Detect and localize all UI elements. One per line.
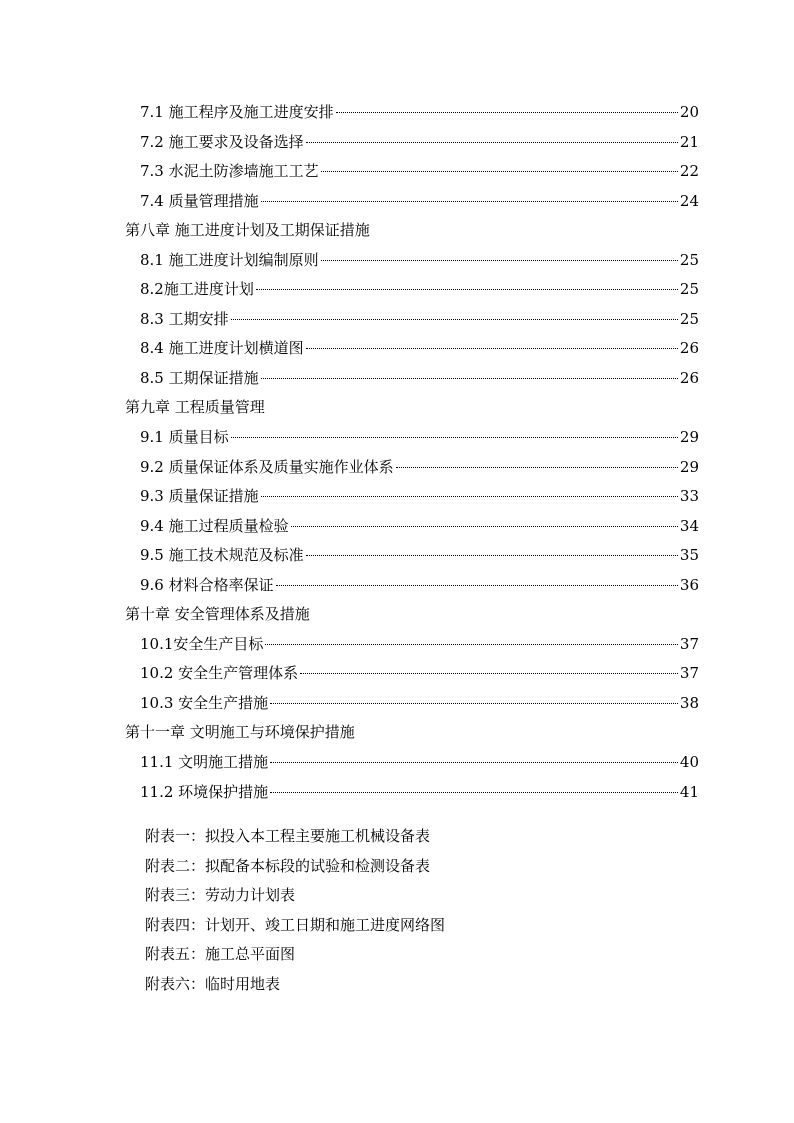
toc-entry-label: 8.2施工进度计划 — [140, 280, 254, 299]
toc-entry-label: 9.1 质量目标 — [140, 428, 229, 447]
toc-entry-row — [0, 98, 794, 128]
toc-page-number: 36 — [679, 575, 699, 594]
toc-entry-label: 10.2 安全生产管理体系 — [140, 664, 299, 683]
toc-entry-row — [0, 157, 794, 187]
toc-page-number: 37 — [679, 634, 699, 653]
toc-dot-leader — [321, 259, 678, 261]
toc-chapter-row — [0, 216, 794, 246]
toc-dot-leader — [321, 170, 678, 172]
toc-dot-leader — [261, 377, 678, 379]
toc-entry-label: 8.3 工期安排 — [140, 309, 229, 328]
toc-page-number: 22 — [679, 162, 699, 181]
toc-dot-leader — [306, 554, 678, 556]
toc-entry[interactable] — [140, 571, 699, 601]
toc-entry[interactable] — [140, 689, 699, 719]
toc-entry[interactable] — [140, 659, 699, 689]
toc-page-number: 29 — [679, 428, 699, 447]
toc-page-number: 29 — [679, 457, 699, 476]
toc-dot-leader — [336, 111, 678, 113]
toc-entry-label: 7.2 施工要求及设备选择 — [140, 132, 304, 151]
toc-entry-label: 9.2 质量保证体系及质量实施作业体系 — [140, 457, 394, 476]
toc-entry-label: 8.4 施工进度计划横道图 — [140, 339, 304, 358]
toc-entry[interactable] — [140, 541, 699, 571]
toc-dot-leader — [270, 761, 678, 763]
table-of-contents — [0, 98, 794, 807]
appendix-item: 附表三：劳动力计划表 — [145, 886, 296, 905]
toc-chapter-title[interactable]: 第九章 工程质量管理 — [125, 398, 265, 417]
toc-entry-row — [0, 778, 794, 808]
toc-entry-row — [0, 571, 794, 601]
toc-dot-leader — [231, 436, 678, 438]
toc-entry-label: 7.1 施工程序及施工进度安排 — [140, 103, 334, 121]
toc-dot-leader — [270, 791, 678, 793]
toc-entry-label: 8.5 工期保证措施 — [140, 368, 259, 387]
toc-entry-row — [0, 275, 794, 305]
toc-entry-label: 10.3 安全生产措施 — [140, 693, 269, 712]
appendix-item: 附表六：临时用地表 — [145, 974, 281, 993]
toc-entry[interactable] — [140, 275, 699, 305]
toc-entry-label: 10.1安全生产目标 — [140, 634, 264, 653]
toc-chapter-row — [0, 393, 794, 423]
toc-entry-label: 11.2 环境保护措施 — [140, 782, 269, 801]
toc-dot-leader — [265, 643, 678, 645]
toc-dot-leader — [300, 672, 678, 674]
toc-page-number: 26 — [679, 339, 699, 358]
toc-entry-label: 11.1 文明施工措施 — [140, 753, 269, 772]
toc-entry[interactable] — [140, 423, 699, 453]
toc-dot-leader — [291, 525, 678, 527]
toc-dot-leader — [261, 495, 678, 497]
toc-entry[interactable] — [140, 778, 699, 808]
toc-entry-row — [0, 541, 794, 571]
appendix-item: 附表四：计划开、竣工日期和施工进度网络图 — [145, 915, 446, 934]
toc-entry-row — [0, 659, 794, 689]
toc-dot-leader — [276, 584, 678, 586]
appendix-item: 附表五：施工总平面图 — [145, 945, 296, 964]
toc-entry-row — [0, 423, 794, 453]
toc-entry[interactable] — [140, 246, 699, 276]
toc-entry[interactable] — [140, 334, 699, 364]
appendix-list — [145, 822, 445, 1000]
toc-dot-leader — [261, 200, 678, 202]
toc-page-number: 25 — [679, 250, 699, 269]
toc-entry-label: 7.3 水泥土防渗墙施工工艺 — [140, 162, 319, 181]
toc-page-number: 34 — [679, 516, 699, 535]
toc-entry-row — [0, 187, 794, 217]
toc-dot-leader — [306, 141, 678, 143]
appendix-item: 附表一：拟投入本工程主要施工机械设备表 — [145, 827, 431, 845]
toc-entry[interactable] — [140, 187, 699, 217]
toc-page-number: 35 — [679, 546, 699, 565]
toc-entry[interactable] — [140, 748, 699, 778]
toc-entry-row — [0, 630, 794, 660]
toc-entry-row — [0, 334, 794, 364]
toc-entry-row — [0, 128, 794, 158]
toc-entry[interactable] — [140, 512, 699, 542]
toc-chapter-title[interactable]: 第十章 安全管理体系及措施 — [125, 605, 310, 624]
toc-entry-row — [0, 512, 794, 542]
toc-page-number: 40 — [679, 753, 699, 772]
toc-dot-leader — [256, 288, 678, 290]
toc-entry-row — [0, 246, 794, 276]
toc-chapter-title[interactable]: 第八章 施工进度计划及工期保证措施 — [125, 221, 370, 240]
toc-entry-label: 9.5 施工技术规范及标准 — [140, 546, 304, 565]
toc-entry-row — [0, 748, 794, 778]
toc-page-number: 37 — [679, 664, 699, 683]
toc-chapter-title[interactable]: 第十一章 文明施工与环境保护措施 — [125, 723, 355, 742]
toc-entry-label: 8.1 施工进度计划编制原则 — [140, 250, 319, 269]
toc-entry-row — [0, 689, 794, 719]
toc-page-number: 24 — [679, 191, 699, 210]
toc-page-number: 26 — [679, 368, 699, 387]
toc-entry[interactable] — [140, 157, 699, 187]
toc-entry[interactable] — [140, 453, 699, 483]
toc-entry-row — [0, 364, 794, 394]
toc-entry[interactable] — [140, 630, 699, 660]
toc-chapter-row — [0, 718, 794, 748]
toc-page-number: 41 — [679, 782, 699, 801]
toc-page-number: 38 — [679, 693, 699, 712]
toc-page-number: 25 — [679, 280, 699, 299]
toc-entry-label: 9.6 材料合格率保证 — [140, 575, 274, 594]
toc-page-number: 21 — [679, 132, 699, 151]
toc-entry[interactable] — [140, 364, 699, 394]
appendix-item: 附表二：拟配备本标段的试验和检测设备表 — [145, 856, 431, 875]
toc-page-number: 20 — [679, 103, 699, 121]
toc-chapter-row — [0, 600, 794, 630]
toc-entry[interactable] — [140, 128, 699, 158]
toc-entry-row — [0, 453, 794, 483]
toc-entry-row — [0, 305, 794, 335]
toc-dot-leader — [306, 347, 678, 349]
toc-entry[interactable] — [140, 98, 699, 128]
toc-entry-label: 9.3 质量保证措施 — [140, 487, 259, 506]
toc-page-number: 25 — [679, 309, 699, 328]
toc-entry-label: 9.4 施工过程质量检验 — [140, 516, 289, 535]
toc-dot-leader — [231, 318, 678, 320]
toc-page-number: 33 — [679, 487, 699, 506]
toc-entry[interactable] — [140, 305, 699, 335]
toc-entry-row — [0, 482, 794, 512]
toc-dot-leader — [270, 702, 678, 704]
toc-entry-label: 7.4 质量管理措施 — [140, 191, 259, 210]
toc-dot-leader — [396, 466, 678, 468]
toc-entry[interactable] — [140, 482, 699, 512]
